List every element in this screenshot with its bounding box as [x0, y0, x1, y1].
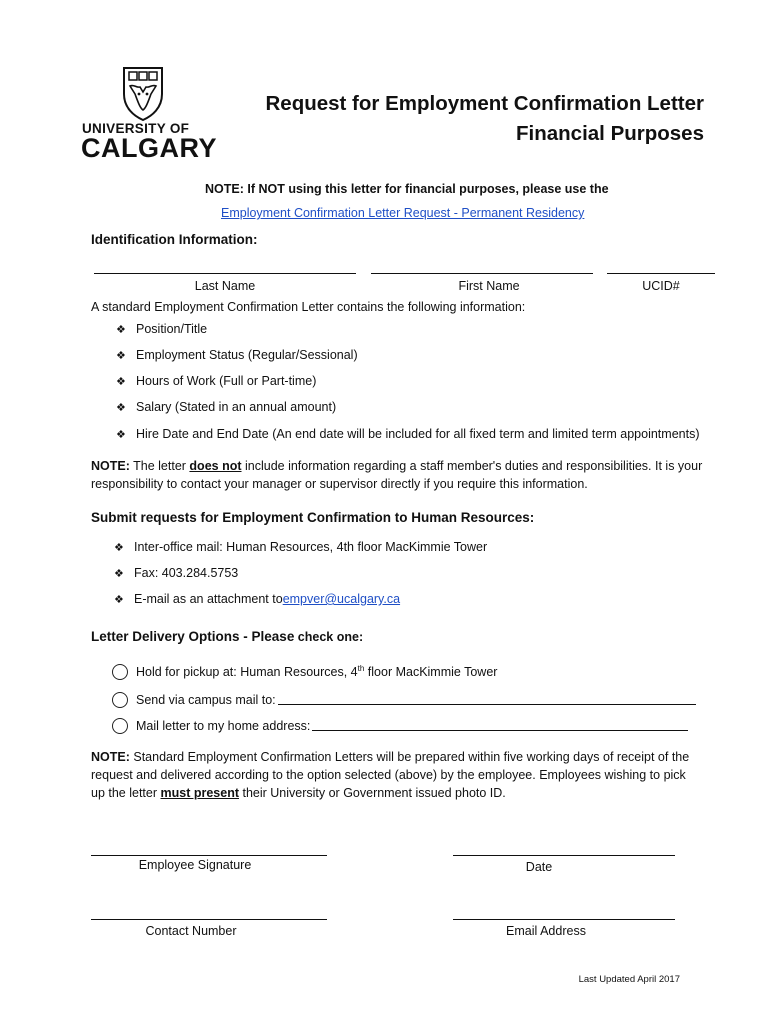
note-top: NOTE: If NOT using this letter for financial purposes, please use the — [205, 182, 609, 196]
diamond-bullet-icon: ❖ — [114, 541, 124, 554]
list-item: ❖ Employment Status (Regular/Sessional) — [116, 348, 358, 362]
last-updated: Last Updated April 2017 — [578, 974, 680, 985]
university-crest-icon — [118, 64, 168, 122]
contact-number-label: Contact Number — [145, 924, 237, 938]
date-label: Date — [525, 860, 553, 874]
campus-mail-field[interactable] — [278, 704, 696, 705]
diamond-bullet-icon: ❖ — [116, 401, 126, 414]
list-item: ❖ E-mail as an attachment to empver@ucalgary.ca — [114, 592, 401, 606]
employee-signature-field[interactable] — [91, 855, 327, 856]
diamond-bullet-icon: ❖ — [114, 567, 124, 580]
first-name-field[interactable] — [371, 273, 593, 274]
title-line-2: Financial Purposes — [516, 122, 704, 145]
note-delivery: NOTE: Standard Employment Confirmation Letters will be prepared within five working days of receipt of the request and delivered according to the option selected (above) by the employee. Employees wishing to pick up the letter must present their University or Government issued photo ID. — [91, 750, 690, 800]
list-item: ❖ Fax: 403.284.5753 — [114, 566, 239, 580]
radio-pickup[interactable] — [112, 664, 128, 680]
delivery-option-pickup[interactable]: Hold for pickup at: Human Resources, 4th floor MacKimmie Tower — [112, 664, 497, 680]
list-item: ❖ Inter-office mail: Human Resources, 4th floor MacKimmie Tower — [114, 540, 488, 554]
list-item: ❖ Hire Date and End Date (An end date will be included for all fixed term and limited term appointments) — [116, 427, 700, 441]
last-name-label: Last Name — [194, 279, 256, 293]
radio-campus-mail[interactable] — [112, 692, 128, 708]
delivery-heading: Letter Delivery Options - Please check one: — [91, 629, 364, 644]
home-address-field[interactable] — [312, 730, 688, 731]
radio-home-address[interactable] — [112, 718, 128, 734]
diamond-bullet-icon: ❖ — [116, 349, 126, 362]
email-address-field[interactable] — [453, 919, 675, 920]
hr-email-link[interactable]: empver@ucalgary.ca — [282, 592, 401, 606]
employee-signature-label: Employee Signature — [138, 858, 252, 872]
list-item: ❖ Position/Title — [116, 322, 208, 336]
contact-number-field[interactable] — [91, 919, 327, 920]
first-name-label: First Name — [458, 279, 520, 293]
ucid-label: UCID# — [642, 279, 680, 293]
permanent-residency-link[interactable]: Employment Confirmation Letter Request - Permanent Residency — [221, 206, 585, 220]
list-item: ❖ Salary (Stated in an annual amount) — [116, 400, 337, 414]
identification-heading: Identification Information: — [91, 232, 258, 247]
date-field[interactable] — [453, 855, 675, 856]
delivery-option-campus-mail[interactable]: Send via campus mail to: — [112, 692, 696, 708]
title-line-1: Request for Employment Confirmation Letter — [265, 92, 704, 115]
last-name-field[interactable] — [94, 273, 356, 274]
ucid-field[interactable] — [607, 273, 715, 274]
diamond-bullet-icon: ❖ — [114, 593, 124, 606]
email-address-label: Email Address — [506, 924, 586, 938]
note-duties: NOTE: The letter does not include information regarding a staff member's duties and responsibilities. It is your responsibility to contact your manager or supervisor directly if you require this information. — [91, 459, 703, 491]
page-title — [265, 89, 704, 149]
diamond-bullet-icon: ❖ — [116, 375, 126, 388]
diamond-bullet-icon: ❖ — [116, 323, 126, 336]
diamond-bullet-icon: ❖ — [116, 428, 126, 441]
delivery-option-home-address[interactable]: Mail letter to my home address: — [112, 718, 688, 734]
standard-intro: A standard Employment Confirmation Letter contains the following information: — [91, 300, 526, 314]
logo-calgary: CALGARY — [81, 133, 217, 163]
list-item: ❖ Hours of Work (Full or Part-time) — [116, 374, 317, 388]
submit-heading: Submit requests for Employment Confirmation to Human Resources: — [91, 510, 535, 525]
logo-university-of: UNIVERSITY OF — [82, 121, 190, 136]
